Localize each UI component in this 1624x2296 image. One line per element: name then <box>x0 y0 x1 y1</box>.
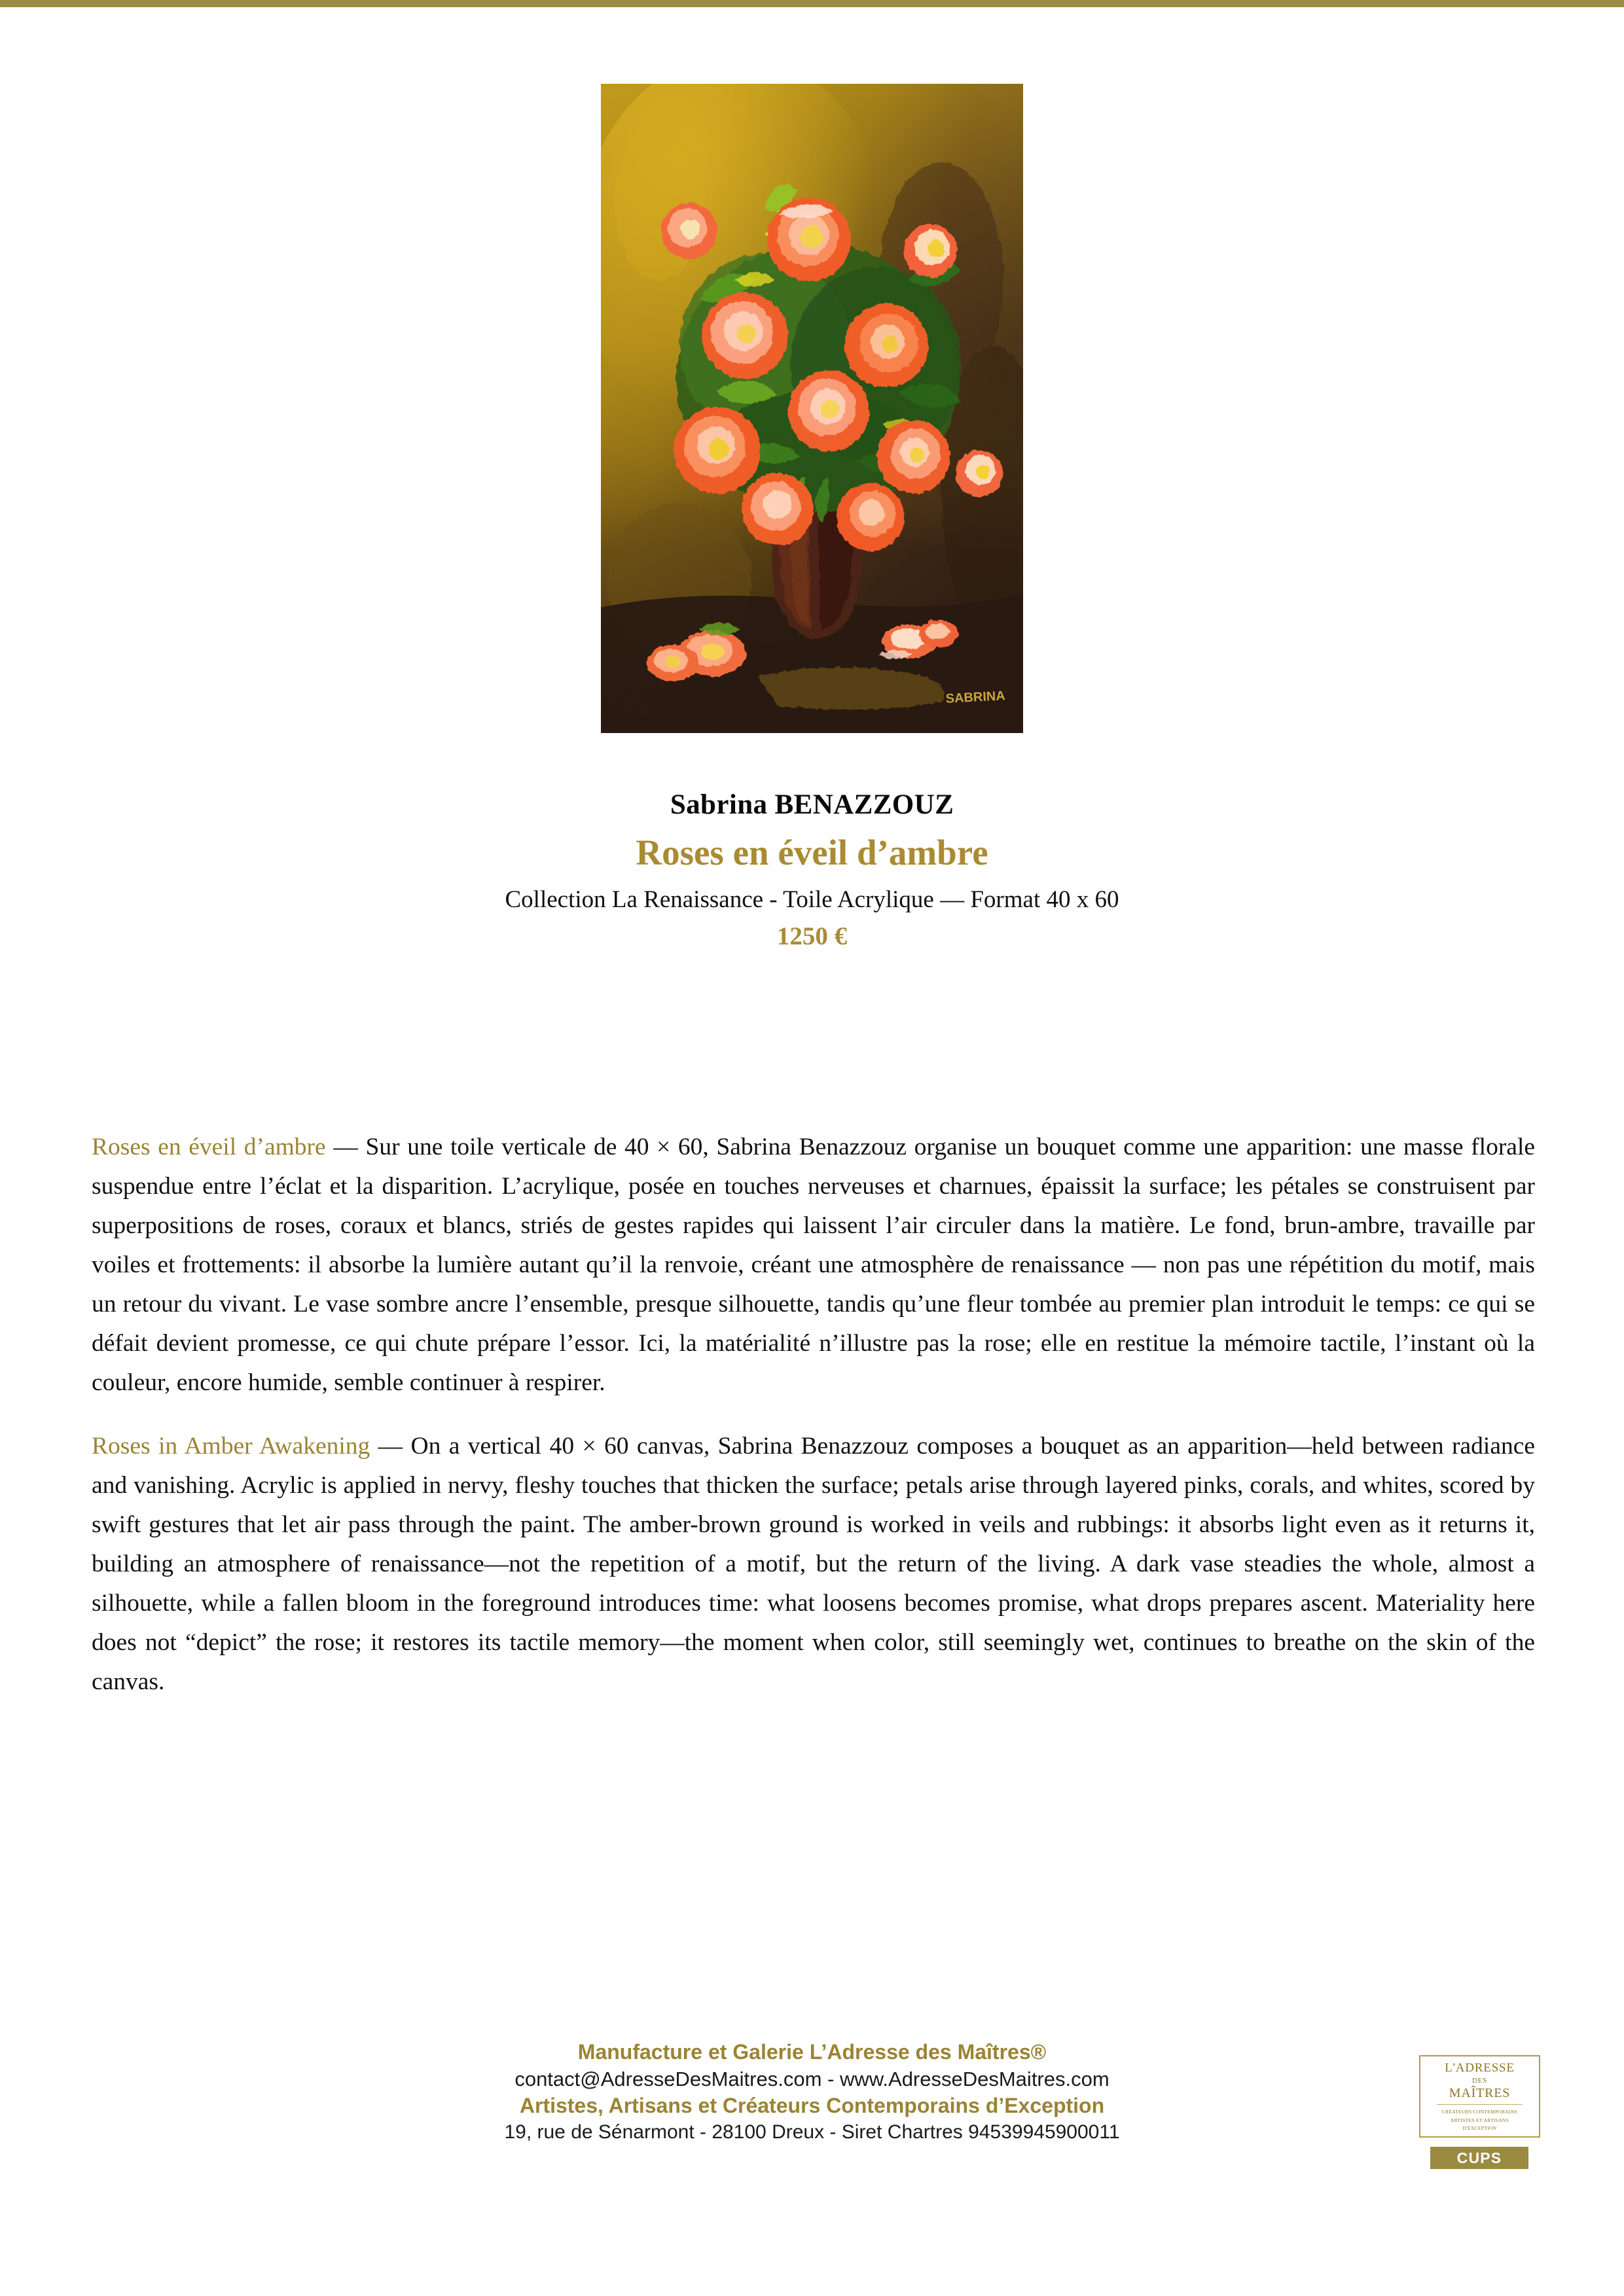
footer-company-name: Manufacture et Galerie L’Adresse des Maîtres® <box>577 2040 1047 2064</box>
title-block <box>0 791 1624 949</box>
artist-name: Sabrina BENAZZOUZ <box>670 789 954 820</box>
logo-line-des: DES <box>1471 2076 1488 2085</box>
footer-contact[interactable]: contact@AdresseDesMaitres.com - www.AdresseDesMaitres.com <box>514 2067 1110 2090</box>
description-lead-fr: Roses en éveil d’ambre <box>92 1134 326 1160</box>
logo-subtitle-2: ARTISTES ET ARTISANS <box>1450 2117 1509 2123</box>
description-body-fr: — Sur une toile verticale de 40 × 60, Sabrina Benazzouz organise un bouquet comme une apparition: une masse florale suspendue entre l’éclat et la disparition. L’acrylique, posée en touches nerveuses et charnues, épaissit la surface; les pétales se construisent par superpositions de roses, coraux et blancs, striés de gestes rapides qui laissent l’air circuler dans la matière. Le fond, brun-ambre, travaille par voiles et frottements: il absorbe la lumière autant qu’il la renvoie, créant une atmosphère de renaissance — non pas une répétition du motif, mais un retour du vivant. Le vase sombre ancre l’ensemble, presque silhouette, tandis qu’une fleur tombée au premier plan introduit le temps: ce qui se défait devient promesse, ce qui chute prépare l’essor. Ici, la matérialité n’illustre pas la rose; elle en restitue la mémoire tactile, l’instant où la couleur, encore humide, semble continuer à respirer. <box>92 1134 1536 1396</box>
artwork-image <box>601 84 1023 733</box>
description-body-en: — On a vertical 40 × 60 canvas, Sabrina Benazzouz composes a bouquet as an apparition—held between radiance and vanishing. Acrylic is applied in nervy, fleshy touches that thicken the surface; petals arise through layered pinks, corals, and whites, scored by swift gestures that let air pass through the paint. The amber-brown ground is worked in veils and rubbings: it absorbs light even as it returns it, building an atmosphere of renaissance—not the repetition of a motif, but the return of the living. A dark vase steadies the whole, almost a silhouette, while a fallen bloom in the foreground introduces time: what loosens becomes promise, what drops prepares ascent. Materiality here does not “depict” the rose; it restores its tactile memory—the moment when color, still seemingly wet, continues to breathe on the skin of the canvas. <box>92 1433 1536 1695</box>
logo-area <box>1419 2055 1540 2169</box>
artwork-subtitle: Collection La Renaissance - Toile Acrylique — Format 40 x 60 <box>505 886 1119 913</box>
description-section <box>92 1128 1535 1702</box>
roses-bouquet-painting <box>601 84 1023 733</box>
logo-line-adresse: L'ADRESSE <box>1445 2061 1515 2075</box>
description-lead-en: Roses in Amber Awakening <box>92 1433 370 1460</box>
top-gold-rule <box>0 0 1624 7</box>
cups-badge: CUPS <box>1430 2147 1528 2169</box>
artist-signature: SABRINA <box>945 689 1006 706</box>
brand-logo <box>1419 2055 1540 2138</box>
logo-subtitle-1: CRÉATEURS CONTEMPORAINS <box>1441 2109 1518 2115</box>
logo-divider <box>1437 2104 1523 2105</box>
page-title: Roses en éveil d’ambre <box>636 833 988 872</box>
description-paragraph-en <box>92 1427 1535 1702</box>
footer-address: 19, rue de Sénarmont - 28100 Dreux - Siret Chartres 94539945900011 <box>504 2121 1120 2144</box>
description-paragraph-fr <box>92 1128 1535 1403</box>
artwork-price: 1250 € <box>776 922 848 950</box>
footer-tagline: Artistes, Artisans et Créateurs Contemporains d’Exception <box>519 2093 1105 2117</box>
logo-subtitle-3: D'EXCEPTION <box>1462 2125 1497 2131</box>
footer <box>0 2039 1624 2145</box>
logo-line-maitres: MAÎTRES <box>1449 2086 1511 2101</box>
